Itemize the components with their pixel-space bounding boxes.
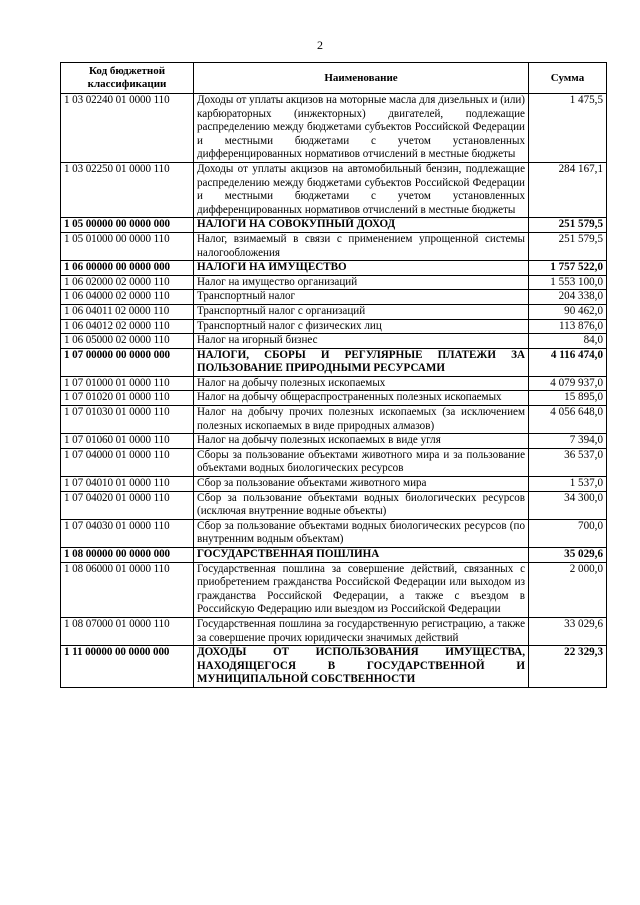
code-cell: 1 06 04011 02 0000 110 (61, 304, 194, 319)
name-cell: Доходы от уплаты акцизов на автомобильный бензин, подлежащие распределению между бюджетами субъектов Российской Федерации и местными бюджетами с учетом установленных дифференцированных нормативов отчислений в местные бюджеты (194, 162, 529, 217)
name-cell: Сбор за пользование объектами водных биологических ресурсов (по внутренним водным объектам) (194, 519, 529, 547)
table-row (61, 290, 607, 305)
name-cell: Сбор за пользование объектами водных биологических ресурсов (исключая внутренние водные объекты) (194, 491, 529, 519)
sum-cell: 35 029,6 (529, 548, 607, 563)
header-code: Код бюджетной классификации (61, 63, 194, 94)
name-cell: Налог на добычу общераспространенных полезных ископаемых (194, 391, 529, 406)
sum-cell: 15 895,0 (529, 391, 607, 406)
code-cell: 1 05 00000 00 0000 000 (61, 218, 194, 233)
budget-revenue-table (60, 62, 607, 688)
name-cell: Доходы от уплаты акцизов на моторные масла для дизельных и (или) карбюраторных (инжекторных) двигателей, подлежащие распределению между бюджетами субъектов Российской Федерации и местными бюджетами с учетом установленных дифференцированных нормативов отчислений в местные бюджеты (194, 94, 529, 163)
name-cell: Сбор за пользование объектами животного мира (194, 477, 529, 492)
table-row (61, 319, 607, 334)
name-cell: Налог на добычу полезных ископаемых (194, 376, 529, 391)
code-cell: 1 06 05000 02 0000 110 (61, 334, 194, 349)
name-cell: Налог на добычу прочих полезных ископаемых (за исключением полезных ископаемых в виде природных алмазов) (194, 406, 529, 434)
name-cell: Налог на имущество организаций (194, 275, 529, 290)
name-cell: НАЛОГИ, СБОРЫ И РЕГУЛЯРНЫЕ ПЛАТЕЖИ ЗА ПОЛЬЗОВАНИЕ ПРИРОДНЫМИ РЕСУРСАМИ (194, 348, 529, 376)
table-row (61, 391, 607, 406)
sum-cell: 700,0 (529, 519, 607, 547)
table-row (61, 162, 607, 217)
table-row (61, 334, 607, 349)
sum-cell: 34 300,0 (529, 491, 607, 519)
code-cell: 1 06 04000 02 0000 110 (61, 290, 194, 305)
name-cell: Государственная пошлина за государственную регистрацию, а также за совершение прочих юридически значимых действий (194, 617, 529, 645)
table-row (61, 304, 607, 319)
code-cell: 1 07 01030 01 0000 110 (61, 406, 194, 434)
sum-cell: 2 000,0 (529, 562, 607, 617)
code-cell: 1 06 02000 02 0000 110 (61, 275, 194, 290)
sum-cell: 4 079 937,0 (529, 376, 607, 391)
code-cell: 1 07 04020 01 0000 110 (61, 491, 194, 519)
code-cell: 1 07 04030 01 0000 110 (61, 519, 194, 547)
name-cell: НАЛОГИ НА ИМУЩЕСТВО (194, 261, 529, 276)
sum-cell: 36 537,0 (529, 448, 607, 476)
sum-cell: 7 394,0 (529, 434, 607, 449)
code-cell: 1 05 01000 00 0000 110 (61, 232, 194, 260)
code-cell: 1 07 01020 01 0000 110 (61, 391, 194, 406)
header-name: Наименование (194, 63, 529, 94)
sum-cell: 90 462,0 (529, 304, 607, 319)
table-row (61, 562, 607, 617)
table-row (61, 232, 607, 260)
name-cell: Сборы за пользование объектами животного мира и за пользование объектами водных биологических ресурсов (194, 448, 529, 476)
table-row (61, 275, 607, 290)
name-cell: Налог на игорный бизнес (194, 334, 529, 349)
code-cell: 1 08 00000 00 0000 000 (61, 548, 194, 563)
code-cell: 1 07 04010 01 0000 110 (61, 477, 194, 492)
page-number: 2 (317, 38, 323, 52)
name-cell: ДОХОДЫ ОТ ИСПОЛЬЗОВАНИЯ ИМУЩЕСТВА, НАХОДЯЩЕГОСЯ В ГОСУДАРСТВЕННОЙ И МУНИЦИПАЛЬНОЙ СОБСТВЕННОСТИ (194, 646, 529, 688)
name-cell: Налог на добычу полезных ископаемых в виде угля (194, 434, 529, 449)
sum-cell: 1 475,5 (529, 94, 607, 163)
name-cell: Налог, взимаемый в связи с применением упрощенной системы налогообложения (194, 232, 529, 260)
sum-cell: 1 757 522,0 (529, 261, 607, 276)
table-header-row (61, 63, 607, 94)
code-cell: 1 03 02240 01 0000 110 (61, 94, 194, 163)
code-cell: 1 07 00000 00 0000 000 (61, 348, 194, 376)
code-cell: 1 06 04012 02 0000 110 (61, 319, 194, 334)
code-cell: 1 07 04000 01 0000 110 (61, 448, 194, 476)
sum-cell: 284 167,1 (529, 162, 607, 217)
code-cell: 1 08 07000 01 0000 110 (61, 617, 194, 645)
name-cell: ГОСУДАРСТВЕННАЯ ПОШЛИНА (194, 548, 529, 563)
table-row (61, 434, 607, 449)
table-row (61, 477, 607, 492)
name-cell: Транспортный налог с организаций (194, 304, 529, 319)
sum-cell: 84,0 (529, 334, 607, 349)
name-cell: НАЛОГИ НА СОВОКУПНЫЙ ДОХОД (194, 218, 529, 233)
table-row (61, 617, 607, 645)
name-cell: Государственная пошлина за совершение действий, связанных с приобретением гражданства Российской Федерации или выходом из гражданства Российской Федерации, а также с въездом в Российскую Федерацию или выездом из Российской Федерации (194, 562, 529, 617)
name-cell: Транспортный налог (194, 290, 529, 305)
table-row (61, 376, 607, 391)
table-row-section (61, 646, 607, 688)
code-cell: 1 08 06000 01 0000 110 (61, 562, 194, 617)
sum-cell: 1 537,0 (529, 477, 607, 492)
header-sum: Сумма (529, 63, 607, 94)
sum-cell: 22 329,3 (529, 646, 607, 688)
sum-cell: 1 553 100,0 (529, 275, 607, 290)
code-cell: 1 06 00000 00 0000 000 (61, 261, 194, 276)
sum-cell: 251 579,5 (529, 232, 607, 260)
sum-cell: 4 116 474,0 (529, 348, 607, 376)
table-body (61, 94, 607, 688)
code-cell: 1 03 02250 01 0000 110 (61, 162, 194, 217)
table-row-section (61, 348, 607, 376)
table-row (61, 406, 607, 434)
code-cell: 1 11 00000 00 0000 000 (61, 646, 194, 688)
table-row-section (61, 218, 607, 233)
sum-cell: 204 338,0 (529, 290, 607, 305)
name-cell: Транспортный налог с физических лиц (194, 319, 529, 334)
table-row (61, 94, 607, 163)
sum-cell: 33 029,6 (529, 617, 607, 645)
table-row (61, 491, 607, 519)
sum-cell: 113 876,0 (529, 319, 607, 334)
code-cell: 1 07 01060 01 0000 110 (61, 434, 194, 449)
sum-cell: 251 579,5 (529, 218, 607, 233)
code-cell: 1 07 01000 01 0000 110 (61, 376, 194, 391)
table-row-section (61, 261, 607, 276)
table-row-section (61, 548, 607, 563)
sum-cell: 4 056 648,0 (529, 406, 607, 434)
table-row (61, 519, 607, 547)
table-row (61, 448, 607, 476)
